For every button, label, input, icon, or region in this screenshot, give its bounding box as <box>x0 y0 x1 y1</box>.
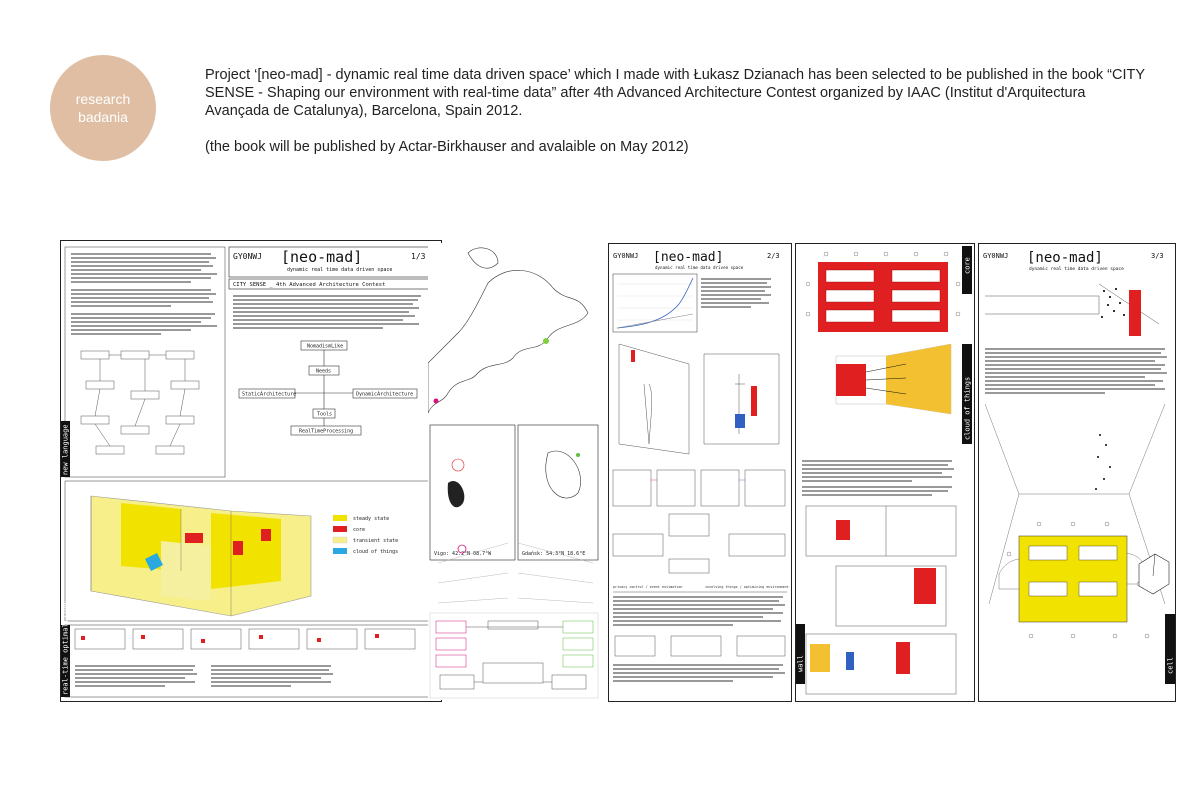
label-cell: cell <box>1166 657 1175 674</box>
poster-panel-3 <box>608 243 792 702</box>
header-page-2: 2/3 <box>767 252 780 260</box>
badge-line-1: research <box>75 91 131 107</box>
label-wall: wall <box>796 655 805 672</box>
label-realtime: real-time optimalizing <box>61 602 70 695</box>
node-tools: Tools <box>317 411 333 418</box>
intro-paragraph-2: (the book will be published by Actar-Birkhauser and avalaible on May 2012) <box>205 139 689 155</box>
header-subtitle-3: dynamic real time data driven space <box>1029 267 1124 272</box>
node-dynamic: DynamicArchitecture <box>356 391 414 398</box>
node-needs: Needs <box>316 368 332 375</box>
poster-panel-2 <box>428 243 600 700</box>
poster-panel-5 <box>978 243 1176 702</box>
legend-core: core <box>353 527 366 533</box>
badge-line-2: badania <box>78 109 128 125</box>
caption-left: privacy control / event estimation <box>613 585 683 589</box>
header-title-3: [neo-mad] <box>1027 250 1103 266</box>
header-title-2: [neo-mad] <box>653 250 724 265</box>
node-static: StaticArchitecture <box>242 391 297 398</box>
node-rtp: RealTimeProcessing <box>299 428 354 435</box>
header-logo-3: GY0NWJ <box>983 252 1009 260</box>
intro-text <box>205 66 1145 156</box>
label-core: core <box>963 257 972 274</box>
header-logo-2: GY0NWJ <box>613 252 639 260</box>
contest-title: CITY SENSE _ 4th Advanced Architecture Contest <box>233 282 386 288</box>
coords-vigo: Vigo: 42.2°N 08.7°W <box>434 551 492 557</box>
header-page-3: 3/3 <box>1151 252 1164 260</box>
research-badge <box>50 55 156 161</box>
header-subtitle-2: dynamic real time data driven space <box>655 265 744 270</box>
legend-transient: transient state <box>353 538 399 544</box>
legend-steady: steady state <box>353 516 390 522</box>
header-page: 1/3 <box>411 252 426 261</box>
label-cloud: cloud of things <box>963 376 972 440</box>
header-title: [neo-mad] <box>281 248 363 266</box>
legend-cloud: cloud of things <box>353 549 399 555</box>
intro-paragraph-1: Project ‘[neo-mad] - dynamic real time data driven space’ which I made with Łukasz Dzianach has been selected to be published in the book “CITY SENSE - Shaping our environment with real-time data” after 4th Advanced Architecture Contest organized by IAAC (Institut d'Arquitectura Avançada de Catalunya), Barcelona, Spain 2012. <box>205 67 1145 119</box>
header-subtitle: dynamic real time data driven space <box>287 267 393 273</box>
coords-gdansk: Gdańsk: 54.3°N 18.6°E <box>522 551 586 557</box>
label-new-language: new language <box>61 424 70 475</box>
poster-panel-4 <box>795 243 975 702</box>
caption-right: involving things / optimizing environment <box>705 585 789 589</box>
header-logo: GY0NWJ <box>233 252 262 261</box>
poster-panel-1 <box>60 240 442 702</box>
node-nomadism: NomadismLike <box>307 343 344 350</box>
